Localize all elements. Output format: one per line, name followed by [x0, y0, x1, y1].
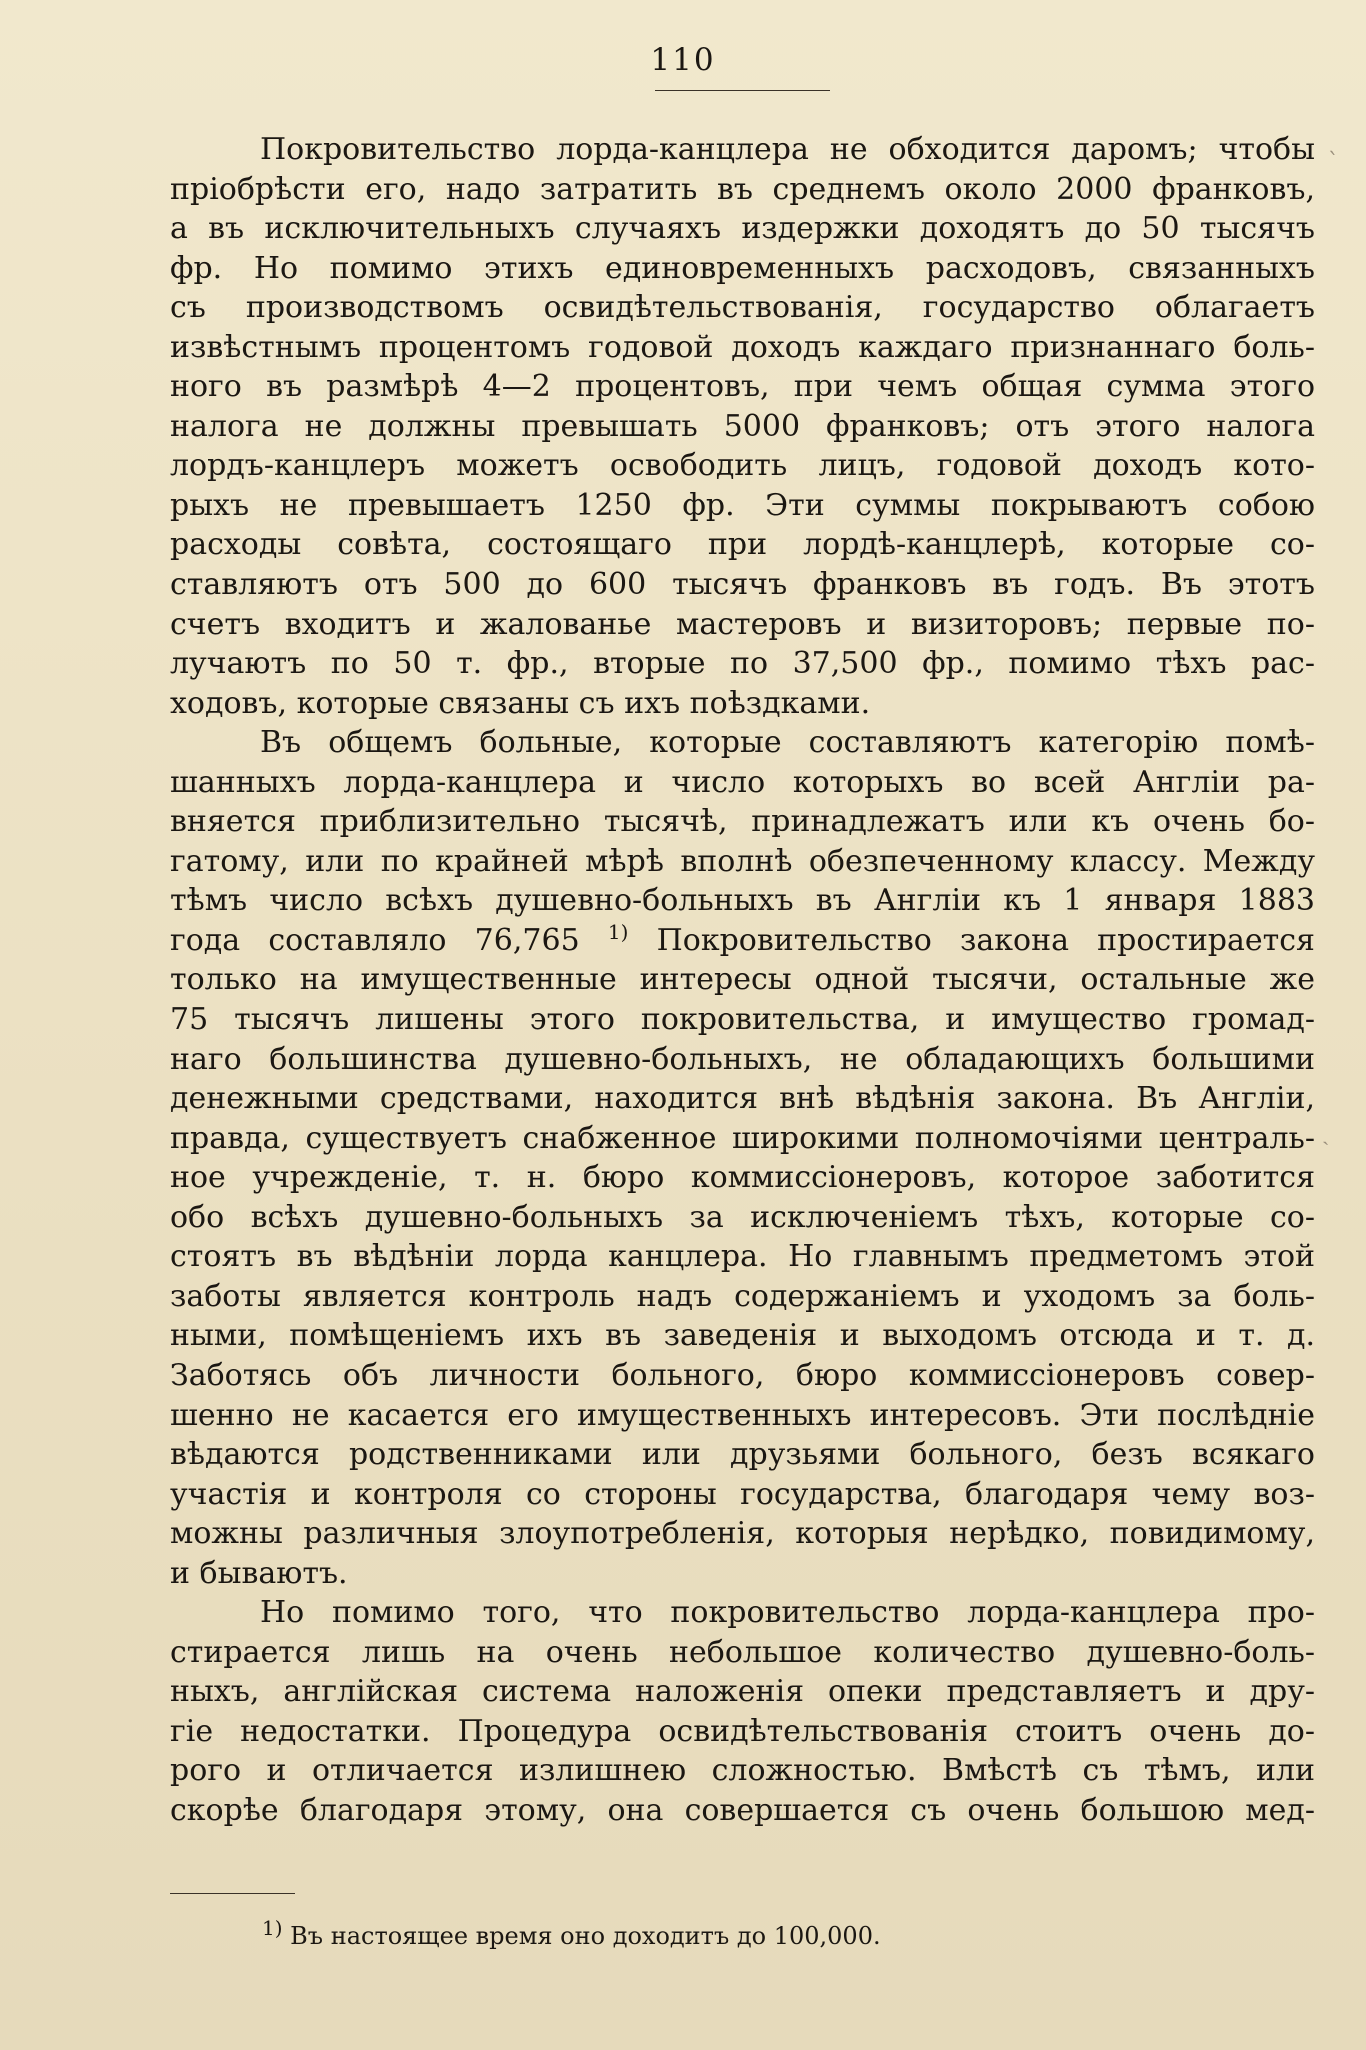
- text-line: ставляютъ отъ 500 до 600 тысячъ франковъ въ годъ. Въ этотъ: [170, 567, 1315, 603]
- footnote-rule: [170, 1893, 295, 1894]
- footnote: [262, 1916, 881, 1950]
- page-number: 110: [650, 42, 716, 78]
- text-line: Заботясь объ личности больного, бюро коммиссіонеровъ совер-: [170, 1357, 1315, 1393]
- text-line: гатому, или по крайней мѣрѣ вполнѣ обезпеченному классу. Между: [170, 843, 1315, 879]
- text-line: фр. Но помимо этихъ единовременныхъ расходовъ, связанныхъ: [170, 250, 1315, 286]
- text-line: пріобрѣсти его, надо затратить въ среднемъ около 2000 франковъ,: [170, 171, 1315, 207]
- text-line: обо всѣхъ душевно-больныхъ за исключеніемъ тѣхъ, которые со-: [170, 1199, 1315, 1235]
- text-line: ное учрежденіе, т. н. бюро коммиссіонеровъ, которое заботится: [170, 1160, 1315, 1196]
- text-segment: года составляло 76,765: [170, 922, 580, 958]
- text-line: только на имущественные интересы одной тысячи, остальные же: [170, 962, 1315, 998]
- text-line: денежными средствами, находится внѣ вѣдѣнія закона. Въ Англіи,: [170, 1081, 1315, 1117]
- text-line: вѣдаются родственниками или друзьями больного, безъ всякаго: [170, 1437, 1315, 1473]
- text-line: шенно не касается его имущественныхъ интересовъ. Эти послѣдніе: [170, 1397, 1315, 1433]
- footnote-marker: 1): [262, 1916, 283, 1940]
- text-line: ходовъ, которые связаны съ ихъ поѣздками.: [170, 685, 871, 721]
- paragraph-1: [170, 130, 1315, 723]
- text-line: стирается лишь на очень небольшое количество душевно-боль-: [170, 1634, 1315, 1670]
- text-line: тѣмъ число всѣхъ душевно-больныхъ въ Англіи къ 1 января 1883: [170, 883, 1315, 919]
- text-line-with-footnote: [170, 921, 1315, 961]
- body-text: [170, 130, 1315, 1831]
- text-line: заботы является контроль надъ содержаніемъ и уходомъ за боль-: [170, 1278, 1315, 1314]
- paragraph-3: [170, 1593, 1315, 1830]
- text-line: рыхъ не превышаетъ 1250 фр. Эти суммы покрываютъ собою: [170, 487, 1315, 523]
- margin-speck: ˎ: [1322, 1121, 1330, 1146]
- text-line: наго большинства душевно-больныхъ, не обладающихъ большими: [170, 1041, 1315, 1077]
- text-line: Покровительство лорда-канцлера не обходится даромъ; чтобы: [260, 132, 1315, 167]
- text-line: скорѣе благодаря этому, она совершается съ очень большою мед-: [170, 1792, 1315, 1828]
- text-line: лучаютъ по 50 т. фр., вторые по 37,500 фр., помимо тѣхъ рас-: [170, 646, 1315, 682]
- text-line: можны различныя злоупотребленія, которыя нерѣдко, повидимому,: [170, 1516, 1315, 1552]
- text-line: съ производствомъ освидѣтельствованія, государство облагаетъ: [170, 290, 1315, 326]
- text-line: извѣстнымъ процентомъ годовой доходъ каждаго признаннаго боль-: [170, 329, 1315, 365]
- text-segment: Покровительство закона простирается: [628, 922, 1315, 958]
- margin-speck: ˋ: [1328, 150, 1339, 175]
- paragraph-2: [170, 723, 1315, 1593]
- text-line: Но помимо того, что покровительство лорда-канцлера про-: [260, 1595, 1315, 1631]
- footnote-reference[interactable]: 1): [607, 919, 629, 944]
- header-rule: [655, 90, 830, 91]
- text-line: ныхъ, англійская система наложенія опеки представляетъ и дру-: [170, 1674, 1315, 1710]
- text-line: ного въ размѣрѣ 4—2 процентовъ, при чемъ общая сумма этого: [170, 369, 1315, 405]
- text-line: шанныхъ лорда-канцлера и число которыхъ во всей Англіи ра-: [170, 764, 1315, 800]
- text-line: налога не должны превышать 5000 франковъ; отъ этого налога: [170, 408, 1315, 444]
- text-line: стоятъ въ вѣдѣніи лорда канцлера. Но главнымъ предметомъ этой: [170, 1239, 1315, 1275]
- text-line: 75 тысячъ лишены этого покровительства, и имущество громад-: [170, 1002, 1315, 1038]
- text-line: ными, помѣщеніемъ ихъ въ заведенія и выходомъ отсюда и т. д.: [170, 1318, 1315, 1354]
- text-line: а въ исключительныхъ случаяхъ издержки доходятъ до 50 тысячъ: [170, 211, 1315, 247]
- text-line: гіе недостатки. Процедура освидѣтельствованія стоитъ очень до-: [170, 1713, 1315, 1749]
- footnote-text: Въ настоящее время оно доходитъ до 100,000.: [282, 1922, 881, 1950]
- text-line: счетъ входитъ и жалованье мастеровъ и визиторовъ; первые по-: [170, 606, 1315, 642]
- text-line: Въ общемъ больные, которые составляютъ категорію помѣ-: [260, 725, 1315, 761]
- text-line: лордъ-канцлеръ можетъ освободить лицъ, годовой доходъ кото-: [170, 448, 1315, 484]
- text-line: рого и отличается излишнею сложностью. Вмѣстѣ съ тѣмъ, или: [170, 1753, 1315, 1789]
- text-line: и бываютъ.: [170, 1555, 348, 1591]
- text-line: расходы совѣта, состоящаго при лордѣ-канцлерѣ, которые со-: [170, 527, 1315, 563]
- text-line: участія и контроля со стороны государства, благодаря чему воз-: [170, 1476, 1315, 1512]
- text-line: правда, существуетъ снабженное широкими полномочіями централь-: [170, 1120, 1315, 1156]
- text-line: вняется приблизительно тысячѣ, принадлежатъ или къ очень бо-: [170, 804, 1315, 840]
